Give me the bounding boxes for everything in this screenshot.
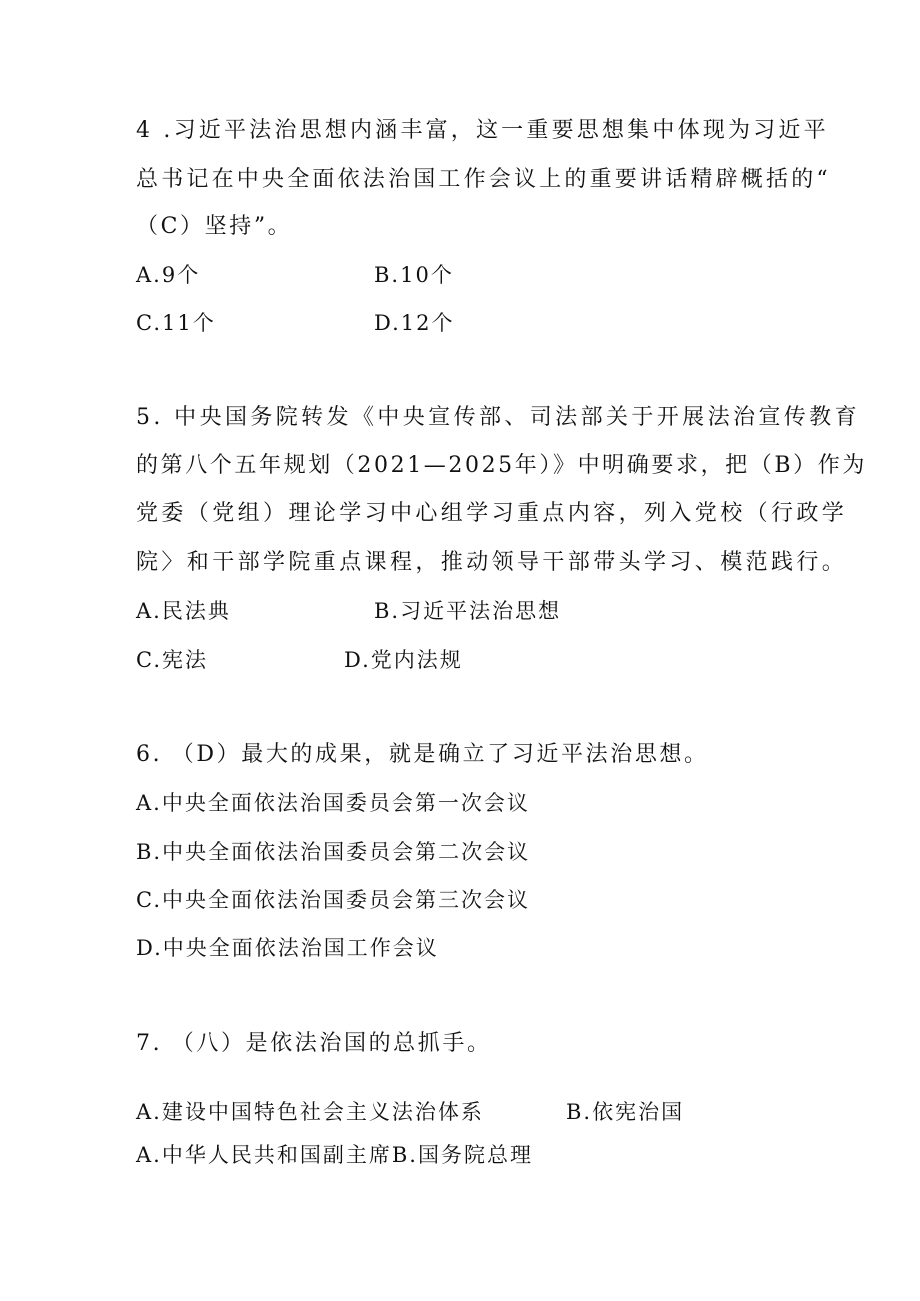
question-4-option-a: A.9个 bbox=[136, 263, 201, 287]
question-7-option-extra: A.中华人民共和国副主席B.国务院总理 bbox=[136, 1143, 533, 1167]
question-5-stem-line-4: 院〉和干部学院重点课程，推动领导干部带头学习、模范践行。 bbox=[136, 550, 848, 575]
question-7-option-b: B.依宪治国 bbox=[566, 1100, 685, 1124]
question-5-stem-line-1: 5. 中央国务院转发《中央宣传部、司法部关于开展法治宣传教育 bbox=[136, 405, 860, 430]
question-6-option-b: B.中央全面依法治国委员会第二次会议 bbox=[136, 840, 531, 864]
question-5-option-b: B.习近平法治思想 bbox=[374, 599, 562, 623]
question-4-option-b: B.10个 bbox=[374, 263, 454, 287]
question-6-stem-line-1: 6. （D）最大的成果，就是确立了习近平法治思想。 bbox=[136, 742, 709, 767]
question-5-option-c: C.宪法 bbox=[136, 648, 208, 672]
question-4-option-d: D.12个 bbox=[374, 311, 455, 335]
question-4-stem-line-1: 4 .习近平法治思想内涵丰富，这一重要思想集中体现为习近平 bbox=[136, 118, 829, 143]
question-6-option-c: C.中央全面依法治国委员会第三次会议 bbox=[136, 888, 530, 912]
question-6-option-d: D.中央全面依法治国工作会议 bbox=[136, 936, 439, 960]
question-5-stem-line-3: 党委（党组）理论学习中心组学习重点内容，列入党校（行政学 bbox=[136, 501, 848, 526]
question-4-option-c: C.11个 bbox=[136, 311, 216, 335]
question-6-option-a: A.中央全面依法治国委员会第一次会议 bbox=[136, 791, 530, 815]
question-5-option-a: A.民法典 bbox=[136, 599, 231, 623]
question-4-stem-line-3: （C）坚持”。 bbox=[136, 214, 293, 239]
question-7-option-a: A.建设中国特色社会主义法治体系 bbox=[136, 1100, 484, 1124]
question-5-option-d: D.党内法规 bbox=[344, 648, 463, 672]
question-4-stem-line-2: 总书记在中央全面依法治国工作会议上的重要讲话精辟概括的“ bbox=[136, 167, 831, 192]
question-5-stem-line-2: 的第八个五年规划（2021—2025年）》中明确要求，把（B）作为 bbox=[136, 453, 867, 478]
question-7-stem-line-1: 7. （八）是依法治国的总抓手。 bbox=[136, 1031, 492, 1056]
